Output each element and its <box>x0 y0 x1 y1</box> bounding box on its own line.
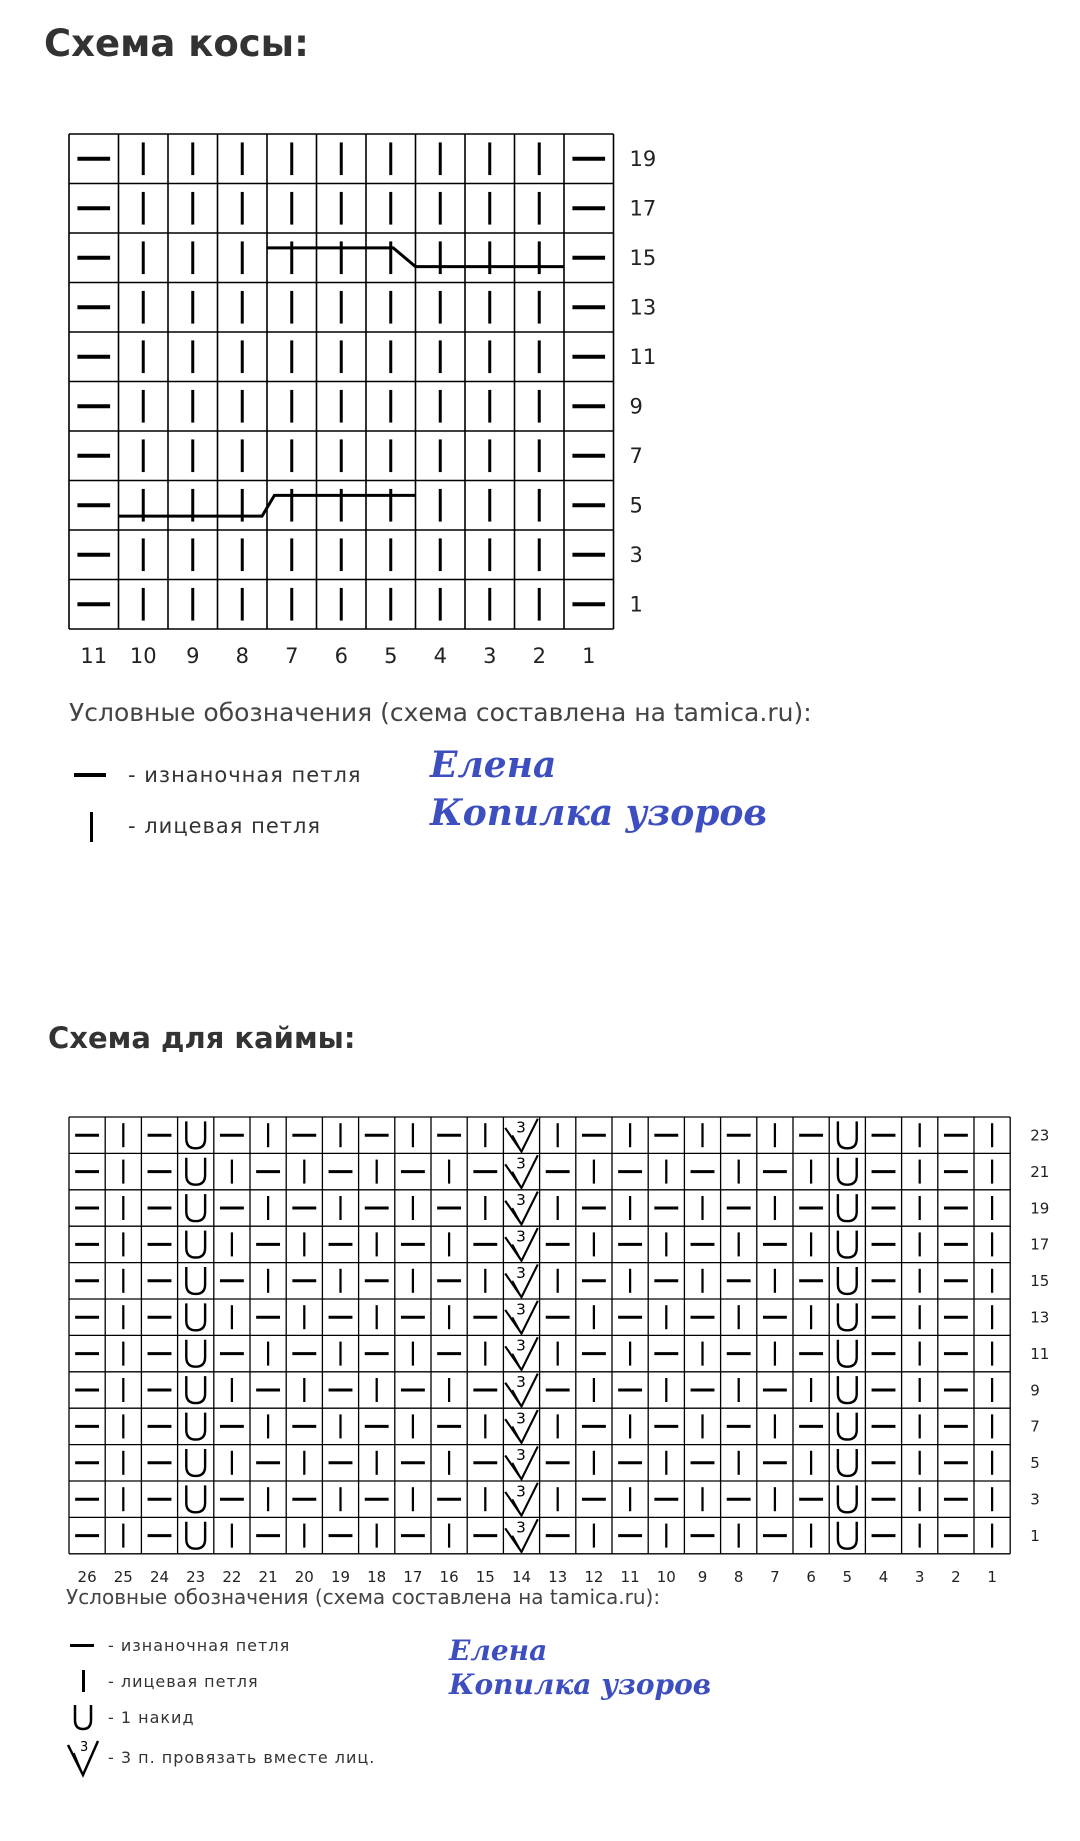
chart1-legend-header: Условные обозначения (схема составлена на tamica.ru): <box>69 698 812 727</box>
chart2-legend-yarn-over <box>70 1702 195 1732</box>
column-number: 9 <box>697 1567 708 1586</box>
yarn-over-stitch <box>838 1340 857 1367</box>
yarn-over-stitch <box>186 1194 205 1221</box>
column-number: 10 <box>129 644 157 668</box>
row-number: 1 <box>629 592 643 617</box>
column-number: 9 <box>186 644 200 668</box>
row-number: 17 <box>629 196 657 221</box>
column-number: 2 <box>951 1567 961 1586</box>
k3tog-stitch <box>505 1227 538 1260</box>
yarn-over-stitch <box>838 1485 857 1512</box>
k3tog-count: 3 <box>516 1191 526 1210</box>
k3tog-count: 3 <box>516 1373 526 1392</box>
row-number: 21 <box>1030 1162 1050 1181</box>
purl-symbol-icon <box>74 760 108 790</box>
column-number: 12 <box>584 1567 604 1586</box>
row-number: 3 <box>629 543 643 568</box>
legend-text: - 1 накид <box>108 1707 195 1727</box>
row-number: 7 <box>629 444 643 469</box>
column-number: 24 <box>149 1567 170 1586</box>
k3tog-stitch <box>505 1409 538 1442</box>
row-number: 5 <box>629 493 643 518</box>
yarn-over-stitch <box>186 1340 205 1367</box>
row-number: 7 <box>1030 1417 1040 1436</box>
yarn-over-stitch <box>186 1303 205 1330</box>
column-number: 17 <box>403 1567 423 1586</box>
row-number: 15 <box>1030 1272 1050 1291</box>
k3tog-stitch <box>505 1446 538 1479</box>
yarn-over-stitch <box>838 1449 857 1476</box>
k3tog-count: 3 <box>516 1300 526 1319</box>
column-number: 10 <box>656 1567 676 1586</box>
column-number: 23 <box>186 1567 206 1586</box>
yarn-over-stitch <box>186 1413 205 1440</box>
column-number: 13 <box>548 1567 568 1586</box>
legend-text: - изнаночная петля <box>128 763 362 787</box>
column-number: 18 <box>367 1567 387 1586</box>
chart2-legend-header: Условные обозначения (схема составлена на tamica.ru): <box>66 1585 661 1609</box>
row-number: 11 <box>1030 1344 1050 1363</box>
chart2-legend-k3tog <box>66 1737 375 1777</box>
column-number: 3 <box>914 1567 925 1586</box>
k3tog-count: 3 <box>516 1409 526 1428</box>
column-number: 14 <box>511 1567 532 1586</box>
k3tog-stitch <box>505 1264 538 1297</box>
k3tog-count: 3 <box>516 1154 526 1173</box>
row-number: 17 <box>1030 1235 1050 1254</box>
column-number: 5 <box>842 1567 853 1586</box>
signature-text: Копилка узоров <box>430 792 768 834</box>
yarn-over-symbol-icon <box>70 1702 96 1732</box>
row-number: 13 <box>629 295 657 320</box>
row-number: 3 <box>1030 1490 1040 1509</box>
k3tog-count: 3 <box>516 1445 526 1464</box>
row-number: 19 <box>629 147 657 172</box>
k3tog-stitch <box>505 1337 538 1370</box>
row-number: 13 <box>1030 1308 1050 1327</box>
k3tog-stitch <box>505 1300 538 1333</box>
column-number: 3 <box>483 644 497 668</box>
legend-text: - изнаночная петля <box>108 1635 291 1655</box>
row-number: 9 <box>629 394 643 419</box>
chart1-title: Схема косы: <box>44 22 309 65</box>
braid-chart <box>0 0 1080 700</box>
column-number: 15 <box>475 1567 495 1586</box>
column-number: 16 <box>439 1567 459 1586</box>
column-number: 21 <box>258 1567 278 1586</box>
column-number: 26 <box>77 1567 97 1586</box>
yarn-over-stitch <box>838 1376 857 1403</box>
chart2-legend-knit <box>70 1667 259 1695</box>
column-number: 19 <box>330 1567 351 1586</box>
legend-text: - 3 п. провязать вместе лиц. <box>108 1747 376 1767</box>
column-number: 8 <box>733 1567 744 1586</box>
column-number: 4 <box>878 1567 889 1586</box>
k3tog-symbol-icon <box>66 1737 100 1777</box>
row-number: 5 <box>1030 1454 1040 1473</box>
yarn-over-stitch <box>186 1267 205 1294</box>
k3tog-count: 3 <box>516 1518 526 1537</box>
column-number: 7 <box>285 644 299 668</box>
chart1-legend-knit <box>74 808 321 844</box>
yarn-over-stitch <box>186 1158 205 1185</box>
column-number: 1 <box>987 1567 997 1586</box>
yarn-over-stitch <box>838 1267 857 1294</box>
legend-text: - лицевая петля <box>108 1671 259 1691</box>
k3tog-stitch <box>505 1373 538 1406</box>
yarn-over-stitch <box>838 1303 857 1330</box>
column-number: 8 <box>235 644 249 668</box>
chart2-title: Схема для каймы: <box>48 1021 356 1055</box>
row-number: 1 <box>1030 1526 1040 1545</box>
knit-symbol-icon <box>70 1667 96 1695</box>
knit-symbol-icon <box>74 808 108 844</box>
column-number: 1 <box>582 644 596 668</box>
column-number: 2 <box>532 644 546 668</box>
yarn-over-stitch <box>186 1121 205 1148</box>
yarn-over-stitch <box>186 1376 205 1403</box>
column-number: 25 <box>113 1567 133 1586</box>
row-number: 15 <box>629 246 657 271</box>
chart1-legend-purl <box>74 760 362 790</box>
yarn-over-stitch <box>186 1449 205 1476</box>
yarn-over-stitch <box>838 1413 857 1440</box>
row-number: 9 <box>1030 1381 1040 1400</box>
signature-text: Копилка узоров <box>449 1668 712 1701</box>
yarn-over-stitch <box>186 1522 205 1549</box>
signature-name: Елена <box>449 1634 548 1667</box>
column-number: 20 <box>294 1567 314 1586</box>
chart2-legend-purl <box>70 1632 290 1658</box>
k3tog-stitch <box>505 1118 538 1151</box>
border-chart <box>0 1090 1080 1586</box>
yarn-over-stitch <box>186 1485 205 1512</box>
yarn-over-stitch <box>186 1231 205 1258</box>
signature-name: Елена <box>430 744 557 786</box>
purl-symbol-icon <box>70 1632 96 1658</box>
row-number: 11 <box>629 345 657 370</box>
k3tog-count: 3 <box>516 1336 526 1355</box>
k3tog-count: 3 <box>516 1482 526 1501</box>
column-number: 7 <box>770 1567 780 1586</box>
row-number: 23 <box>1030 1126 1050 1145</box>
yarn-over-stitch <box>838 1231 857 1258</box>
k3tog-stitch <box>505 1155 538 1188</box>
yarn-over-stitch <box>838 1158 857 1185</box>
k3tog-count: 3 <box>516 1263 526 1282</box>
column-number: 11 <box>80 644 108 668</box>
k3tog-count: 3 <box>516 1227 526 1246</box>
yarn-over-stitch <box>838 1121 857 1148</box>
column-number: 4 <box>433 644 447 668</box>
row-number: 19 <box>1030 1199 1050 1218</box>
column-number: 22 <box>222 1567 242 1586</box>
legend-text: - лицевая петля <box>128 814 322 838</box>
column-number: 11 <box>620 1567 640 1586</box>
column-number: 5 <box>384 644 398 668</box>
column-number: 6 <box>334 644 348 668</box>
yarn-over-stitch <box>838 1194 857 1221</box>
k3tog-stitch <box>505 1482 538 1515</box>
k3tog-count: 3 <box>516 1118 526 1137</box>
k3tog-stitch <box>505 1519 538 1552</box>
k3tog-count: 3 <box>80 1740 90 1755</box>
column-number: 6 <box>806 1567 816 1586</box>
k3tog-stitch <box>505 1191 538 1224</box>
yarn-over-stitch <box>838 1522 857 1549</box>
